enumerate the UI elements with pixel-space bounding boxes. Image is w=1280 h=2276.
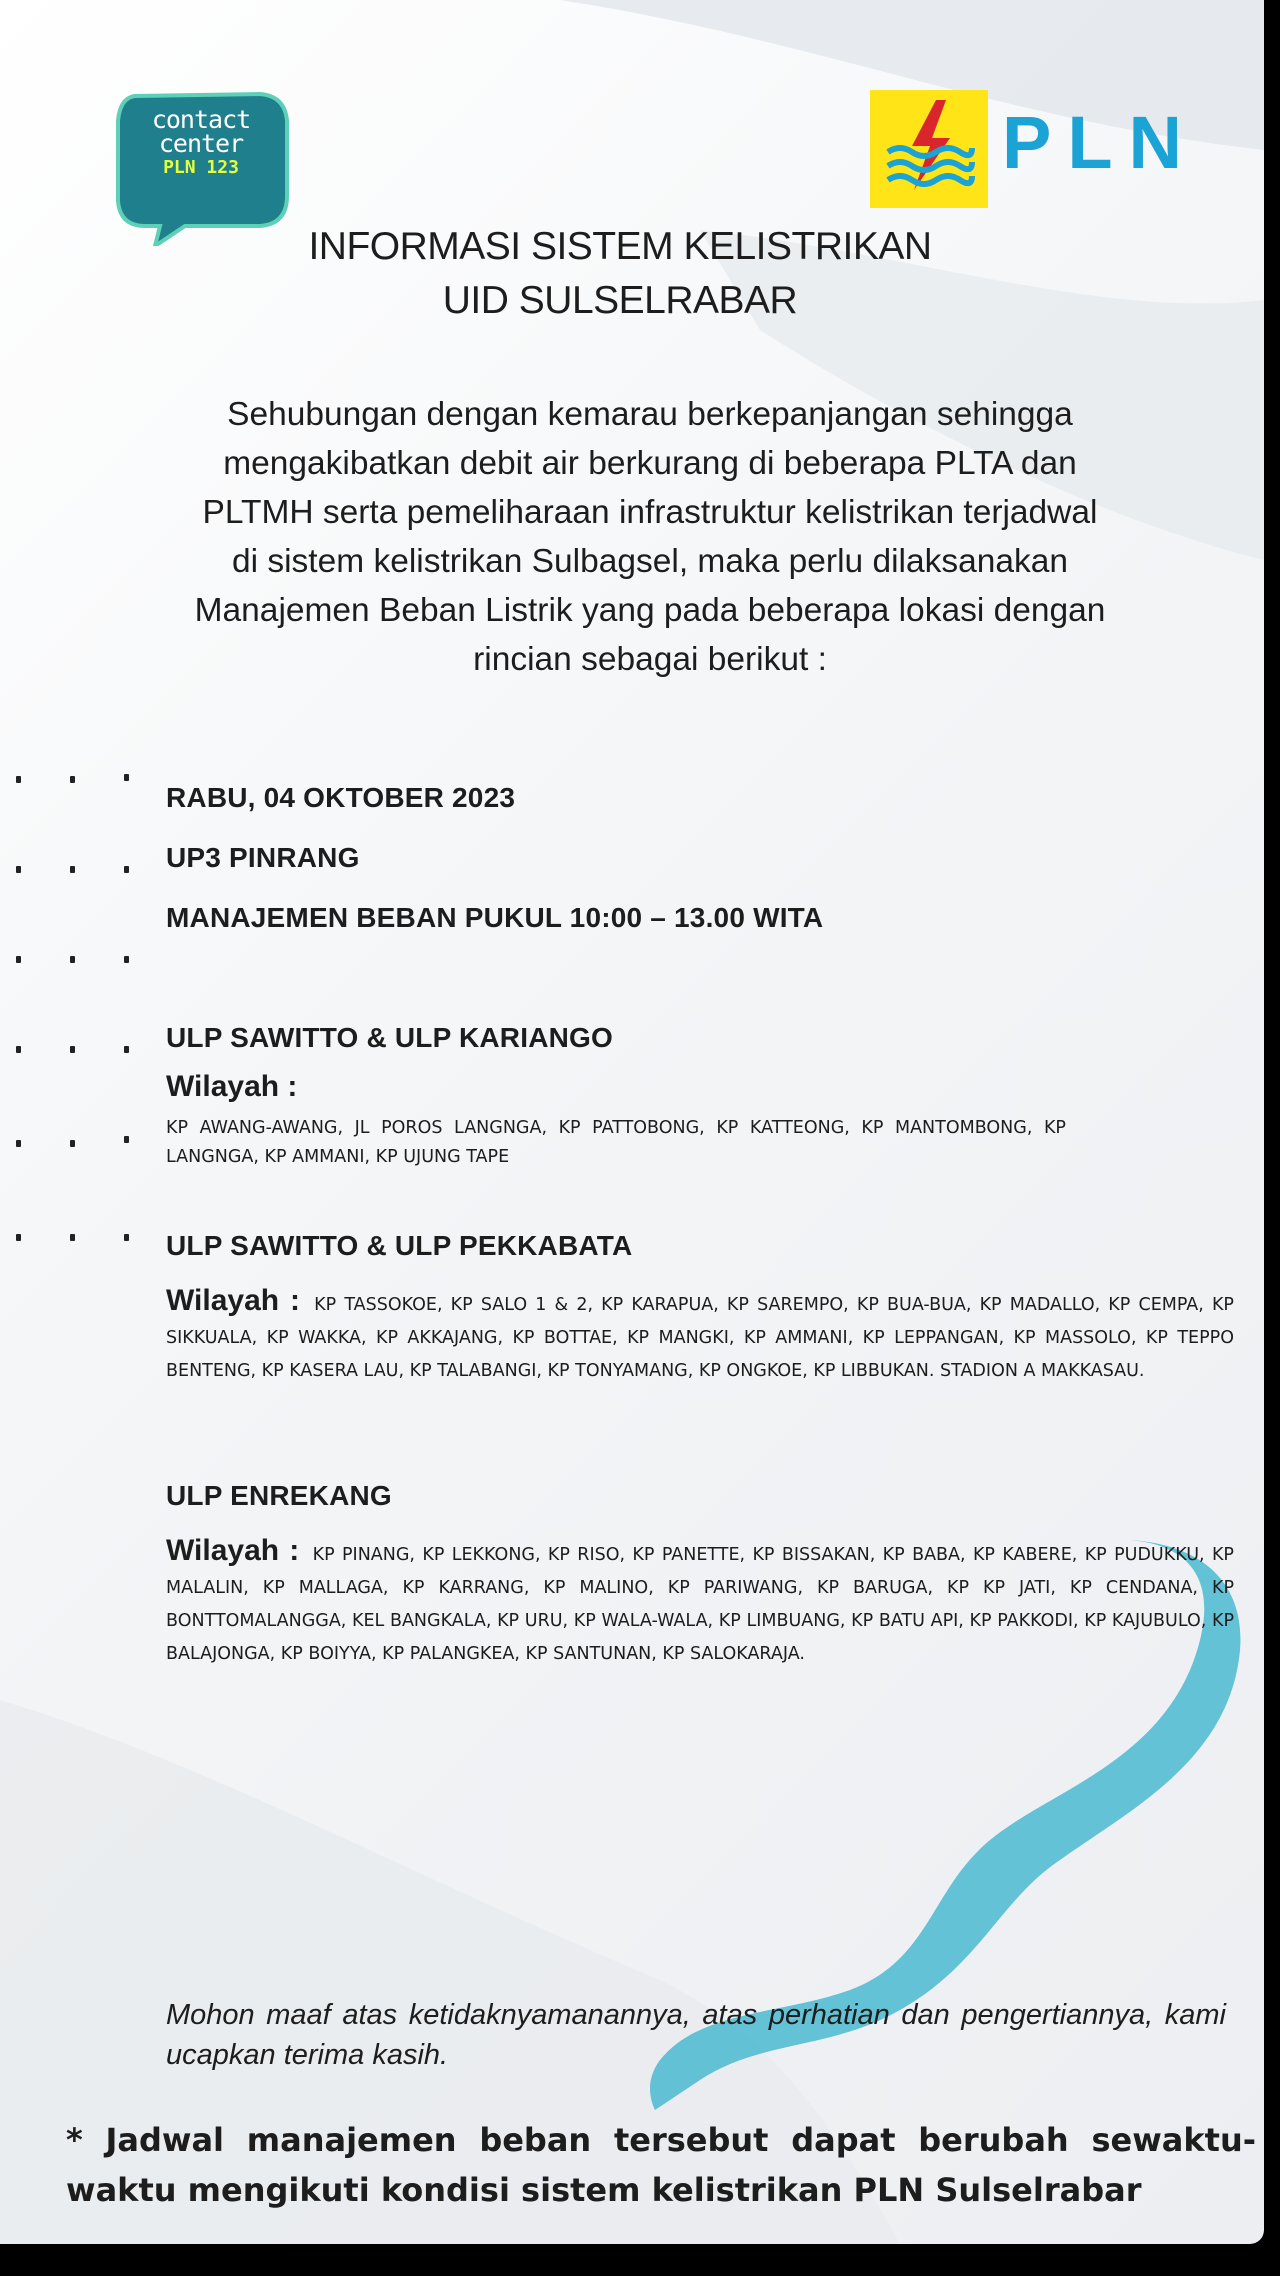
page-title	[250, 220, 990, 328]
area-list: KP AWANG-AWANG, JL POROS LANGNGA, KP PATTOBONG, KP KATTEONG, KP MANTOMBONG, KP LANGNGA, KP AMMANI, KP UJUNG TAPE	[166, 1118, 1066, 1167]
schedule-unit: UP3 PINRANG	[166, 842, 360, 873]
logo-line-2: center	[158, 129, 244, 158]
schedule-date: RABU, 04 OKTOBER 2023	[166, 782, 516, 813]
closing-message: Mohon maaf atas ketidaknyamanannya, atas perhatian dan pengertiannya, kami ucapkan terima kasih.	[166, 1999, 1226, 2071]
intro-paragraph	[110, 390, 1190, 684]
section-heading: ULP SAWITTO & ULP KARIANGO	[166, 1022, 614, 1053]
intro-line: Sehubungan dengan kemarau berkepanjangan sehingga	[227, 396, 1073, 433]
area-list: KP TASSOKOE, KP SALO 1 & 2, KP KARAPUA, KP SAREMPO, KP BUA-BUA, KP MADALLO, KP CEMPA, KP SIKKUALA, KP WAKKA, KP AKKAJANG, KP BOTTAE, KP MANGKI, KP AMMANI, KP LEPPANGAN, KP MASSOLO, KP TEPPO BENTENG, KP KASERA LAU, KP TALABANGI, KP TONYAMANG, KP ONGKOE, KP LIBBUKAN. STADION A MAKKASAU.	[166, 1295, 1234, 1381]
contact-center-text	[116, 105, 286, 180]
intro-line: di sistem kelistrikan Sulbagsel, maka perlu dilaksanakan	[231, 543, 1069, 580]
area-block	[166, 1534, 1234, 1671]
section-heading: ULP ENREKANG	[166, 1480, 392, 1511]
pln-lightning-icon	[870, 90, 988, 208]
area-label: Wilayah :	[166, 1534, 300, 1567]
intro-line: mengakibatkan debit air berkurang di beberapa PLTA dan	[223, 445, 1077, 482]
logo-line-3: PLN 123	[163, 157, 239, 178]
logo-line-1: contact	[151, 105, 251, 134]
area-list: KP PINANG, KP LEKKONG, KP RISO, KP PANETTE, KP BISSAKAN, KP BABA, KP KABERE, KP PUDUKKU, KP MALALIN, KP MALLAGA, KP KARRANG, KP MALINO, KP PARIWANG, KP BARUGA, KP KP JATI, KP CENDANA, KP BONTTOMALANGGA, KEL BANGKALA, KP URU, KP WALA-WALA, KP LIMBUANG, KP BATU API, KP PAKKODI, KP KAJUBULO, KP BALAJONGA, KP BOIYYA, KP PALANGKEA, KP SANTUNAN, KP SALOKARAJA.	[166, 1545, 1234, 1664]
title-line-1: INFORMASI SISTEM KELISTRIKAN	[308, 225, 932, 268]
area-block	[166, 1284, 1234, 1388]
area-label: Wilayah :	[166, 1284, 301, 1317]
schedule-change-note: * Jadwal manajemen beban tersebut dapat berubah sewaktu-waktu mengikuti kondisi sistem kelistrikan PLN Sulselrabar	[66, 2121, 1256, 2209]
schedule-time: MANAJEMEN BEBAN PUKUL 10:00 – 13.00 WITA	[166, 902, 824, 933]
intro-line: PLTMH serta pemeliharaan infrastruktur kelistrikan terjadwal	[202, 494, 1098, 531]
intro-line: rincian sebagai berikut :	[473, 641, 827, 678]
intro-line: Manajemen Beban Listrik yang pada beberapa lokasi dengan	[194, 592, 1106, 629]
title-line-2: UID SULSELRABAR	[442, 279, 798, 322]
area-label: Wilayah :	[166, 1070, 298, 1103]
section-heading: ULP SAWITTO & ULP PEKKABATA	[166, 1230, 633, 1261]
pln-wordmark: PLN	[1002, 101, 1198, 184]
